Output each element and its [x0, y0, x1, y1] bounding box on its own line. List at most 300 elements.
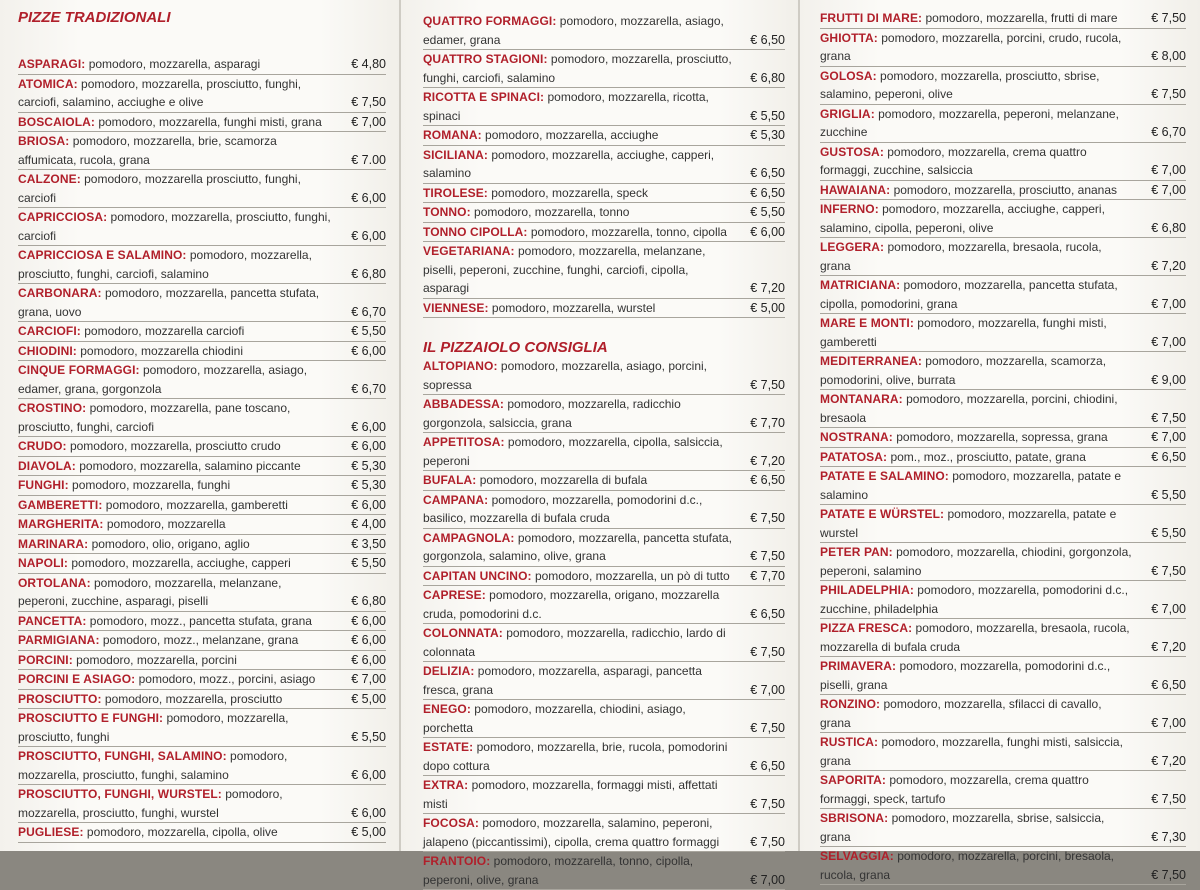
menu-item-price: € 7,20: [750, 453, 785, 468]
menu-item-name: GOLOSA:: [820, 68, 877, 83]
menu-item: [18, 342, 386, 362]
menu-item-ingredients: pomodoro, mozzarella, prosciutto, funghi, wurstel: [18, 787, 283, 820]
menu-item-ingredients: pomodoro, mozzarella chiodini: [76, 343, 243, 358]
menu-item-name: DELIZIA:: [423, 664, 475, 678]
menu-item-price: € 6,50: [750, 758, 785, 773]
menu-item-price: € 6,50: [750, 606, 785, 621]
menu-item-ingredients: pomodoro, mozzarella, chiodini, gorgonzola, peperoni, salamino: [820, 545, 1132, 578]
menu-item-list: [820, 9, 1190, 885]
menu-item-price: € 7,00: [1151, 430, 1186, 444]
menu-item: [820, 809, 1186, 847]
menu-item: [820, 67, 1186, 105]
menu-item: [18, 709, 386, 747]
menu-item-ingredients: pomodoro, mozzarella, funghi misti, grana: [95, 114, 322, 129]
menu-item-price: € 7,50: [750, 549, 785, 563]
menu-item-price: € 6,00: [351, 190, 386, 205]
menu-item-price: € 6,50: [750, 32, 785, 47]
menu-item-price: € 5,00: [351, 691, 386, 706]
menu-item-ingredients: pomodoro, mozzarella, prosciutto, funghi, carciofi, salamino, acciughe e olive: [18, 76, 302, 109]
menu-item-ingredients: pomodoro, mozzarella, funghi misti, salsiccia, grana: [820, 735, 1123, 768]
menu-item-price: € 6,80: [1151, 220, 1186, 235]
menu-item-ingredients: pomodoro, olio, origano, aglio: [88, 536, 250, 551]
menu-item: [423, 776, 785, 814]
menu-item: [820, 847, 1186, 885]
menu-item-name: CHIODINI:: [18, 343, 77, 358]
menu-item-name: MONTANARA:: [820, 392, 903, 406]
menu-item-price: € 7,50: [750, 720, 785, 735]
menu-item-ingredients: pomodoro, mozzarella, asparagi: [85, 57, 261, 71]
menu-item-price: € 7,50: [750, 796, 785, 811]
menu-item-price: € 5,50: [1151, 525, 1186, 540]
menu-item-price: € 7,70: [750, 415, 785, 430]
menu-item-ingredients: pomodoro, mozzarella, sfilacci di cavallo, grana: [820, 697, 1102, 730]
menu-item-price: € 6,00: [750, 224, 785, 239]
menu-item-price: € 6,00: [351, 613, 386, 628]
menu-item-ingredients: pomodoro, mozzarella, radicchio gorgonzola, salsiccia, grana: [423, 397, 681, 430]
menu-item-ingredients: pomodoro, mozzarella, prosciutto, ananas: [890, 182, 1118, 197]
menu-item-ingredients: pomodoro, mozzarella, origano, mozzarella cruda, pomodorini d.c.: [423, 588, 720, 621]
menu-item-price: € 7,70: [750, 568, 785, 583]
menu-item: [423, 146, 785, 184]
menu-item: [820, 181, 1186, 201]
menu-item-name: PARMIGIANA:: [18, 633, 100, 647]
menu-item-ingredients: pomodoro, mozzarella, sbrise, salsiccia, grana: [820, 811, 1105, 844]
menu-item-name: RONZINO:: [820, 697, 881, 711]
menu-item: [18, 690, 386, 710]
menu-item-name: ABBADESSA:: [423, 397, 505, 411]
menu-item-price: € 5,50: [1151, 487, 1186, 502]
menu-item-name: MARE E MONTI:: [820, 316, 914, 330]
menu-item-name: CAPRICCIOSA:: [18, 210, 108, 224]
menu-item: [423, 586, 785, 624]
menu-item: [18, 113, 386, 133]
menu-item-name: CARCIOFI:: [18, 324, 81, 338]
menu-item-price: € 7,50: [1151, 11, 1186, 25]
menu-item: [820, 448, 1186, 468]
menu-item-ingredients: pomodoro, mozzarella, asiago, edamer, grana, gorgonzola: [18, 363, 308, 396]
menu-item: [423, 814, 785, 852]
menu-item-name: CAPRESE:: [423, 588, 486, 602]
menu-item-ingredients: pomodoro, mozzarella, acciughe, capperi, salamino, cipolla, peperoni, olive: [820, 202, 1105, 235]
menu-item-name: CINQUE FORMAGGI:: [18, 363, 140, 377]
menu-item-price: € 5,00: [750, 300, 785, 315]
menu-item-ingredients: pomodoro, mozzarella, pomodorini d.c., piselli, grana: [820, 659, 1111, 692]
menu-item-price: € 7.00: [351, 152, 386, 167]
menu-item-name: ESTATE:: [423, 740, 474, 754]
menu-item-name: SBRISONA:: [820, 811, 889, 825]
menu-item: [820, 200, 1186, 238]
menu-item-price: € 6,00: [351, 767, 386, 782]
menu-item: [18, 457, 386, 477]
menu-item-price: € 7,00: [1151, 715, 1186, 730]
menu-item-name: HAWAIANA:: [820, 182, 891, 197]
menu-item-ingredients: pomodoro, mozzarella, prosciutto, funghi, carciofi, salamino: [423, 52, 732, 85]
menu-item: [423, 529, 785, 567]
menu-item: [18, 631, 386, 651]
menu-item-price: € 3,50: [351, 536, 386, 551]
menu-item-list: [423, 12, 789, 318]
menu-item-name: FRANTOIO:: [423, 854, 491, 868]
menu-item-ingredients: pomodoro, mozzarella, prosciutto, funghi, carciofi: [18, 210, 331, 243]
menu-item-name: PORCINI:: [18, 652, 73, 667]
menu-item-ingredients: pomodoro, mozzarella, funghi: [68, 478, 231, 492]
menu-item-name: CRUDO:: [18, 439, 67, 453]
menu-item-price: € 5,30: [750, 128, 785, 142]
menu-item-name: GUSTOSA:: [820, 144, 884, 159]
menu-item-price: € 6,00: [351, 805, 386, 820]
section-title-pizzaiolo-consiglia: IL PIZZAIOLO CONSIGLIA: [423, 339, 608, 356]
menu-item-ingredients: pomodoro, mozzarella, gamberetti: [102, 497, 288, 512]
menu-item-name: CROSTINO:: [18, 401, 87, 415]
menu-item-price: € 6,00: [351, 633, 386, 647]
menu-item-name: GRIGLIA:: [820, 106, 875, 121]
menu-item-ingredients: pomodoro, mozzarella di bufala: [476, 473, 648, 487]
menu-item: [820, 352, 1186, 390]
menu-item-name: PROSCIUTTO, FUNGHI, SALAMINO:: [18, 749, 227, 763]
menu-item-ingredients: pomodoro, mozzarella, melanzane, piselli, peperoni, zucchine, funghi, carciofi, cipolla, asparagi: [423, 244, 706, 295]
menu-item-name: PRIMAVERA:: [820, 659, 897, 673]
menu-item-ingredients: pomodoro, mozzarella, porcini, crudo, rucola, grana: [820, 30, 1122, 63]
menu-item-name: VEGETARIANA:: [423, 244, 515, 258]
menu-item: [423, 184, 785, 204]
menu-item-ingredients: pomodoro, mozzarella, cipolla, salsiccia, peperoni: [423, 435, 723, 468]
menu-item: [820, 314, 1186, 352]
menu-item-price: € 7,50: [1151, 87, 1186, 101]
menu-item-ingredients: pomodoro, mozzarella, melanzane, peperoni, zucchine, asparagi, piselli: [18, 575, 282, 608]
menu-item: [18, 170, 386, 208]
menu-item-name: PUGLIESE:: [18, 825, 84, 839]
menu-item-name: PHILADELPHIA:: [820, 583, 914, 597]
menu-item-price: € 7,50: [750, 511, 785, 525]
menu-item-name: PORCINI E ASIAGO:: [18, 672, 136, 686]
menu-item-price: € 7,20: [750, 281, 785, 295]
menu-item-ingredients: pomodoro, mozzarella, prosciutto: [101, 691, 283, 706]
menu-item: [423, 126, 785, 146]
menu-item: [820, 29, 1186, 67]
menu-item-name: NAPOLI:: [18, 556, 69, 570]
menu-item-price: € 7,20: [1151, 639, 1186, 654]
menu-item: [18, 284, 386, 322]
menu-item-price: € 7,00: [351, 114, 386, 129]
menu-item: [18, 437, 386, 457]
menu-item-ingredients: pomodoro, mozzarella, crema quattro formaggi, speck, tartufo: [820, 773, 1089, 806]
menu-item-price: € 8,00: [1151, 49, 1186, 63]
menu-item: [423, 242, 785, 299]
menu-item-name: SAPORITA:: [820, 773, 887, 787]
menu-item: [423, 624, 785, 662]
menu-item-ingredients: pomodoro, mozz., porcini, asiago: [135, 672, 316, 686]
menu-item-price: € 6,70: [351, 304, 386, 319]
menu-item-name: MARGHERITA:: [18, 517, 104, 531]
menu-item-price: € 6,50: [1151, 449, 1186, 464]
menu-item-ingredients: pomodoro, mozzarella, bresaola, rucola, grana: [820, 240, 1102, 273]
menu-item-ingredients: pomodoro, mozzarella, speck: [487, 185, 648, 200]
menu-item-price: € 4,80: [351, 57, 386, 71]
menu-item: [820, 581, 1186, 619]
menu-item-name: CALZONE:: [18, 172, 81, 186]
menu-item-price: € 7,50: [750, 377, 785, 392]
menu-item-name: BUFALA:: [423, 473, 477, 487]
menu-item-price: € 7,20: [1151, 753, 1186, 768]
menu-item-list: [423, 357, 789, 890]
menu-item-price: € 5,30: [351, 478, 386, 492]
menu-item-price: € 6,50: [750, 185, 785, 200]
menu-item-ingredients: pomodoro, mozzarella, un pò di tutto: [531, 568, 730, 583]
menu-item-ingredients: pomodoro, mozzarella, prosciutto, sbrise, salamino, peperoni, olive: [820, 68, 1100, 101]
menu-item: [820, 657, 1186, 695]
menu-item: [18, 554, 386, 574]
menu-item-ingredients: pomodoro, mozzarella, salamino, peperoni, jalapeno (piccantissimi), cipolla, crema quattro formaggi: [423, 816, 720, 849]
menu-item: [423, 491, 785, 529]
menu-item-price: € 7,20: [1151, 258, 1186, 273]
menu-item-name: TONNO:: [423, 205, 471, 219]
menu-item-ingredients: pomodoro, mozzarella, pancetta stufata, gorgonzola, salamino, olive, grana: [423, 530, 732, 563]
menu-item: [18, 361, 386, 399]
menu-item-name: PIZZA FRESCA:: [820, 621, 913, 635]
menu-item-price: € 7,00: [750, 872, 785, 887]
menu-item-ingredients: pomodoro, mozzarella, acciughe, capperi: [68, 556, 291, 570]
menu-item-name: FUNGHI:: [18, 478, 69, 492]
menu-item-ingredients: pomodoro, mozzarella, pomodorini d.c., zucchine, philadelphia: [820, 583, 1129, 616]
menu-item: [423, 852, 785, 890]
menu-item: [423, 567, 785, 587]
menu-item: [423, 299, 785, 319]
menu-item: [423, 433, 785, 471]
menu-item-ingredients: pomodoro, mozzarella, pancetta stufata, grana, uovo: [18, 286, 320, 319]
menu-item-ingredients: pomodoro, mozzarella: [103, 517, 226, 531]
menu-item-name: SELVAGGIA:: [820, 849, 894, 863]
menu-item-price: € 7,00: [1151, 163, 1186, 177]
menu-item-name: QUATTRO FORMAGGI:: [423, 14, 557, 28]
menu-item-name: QUATTRO STAGIONI:: [423, 52, 548, 66]
menu-item-price: € 6,70: [351, 381, 386, 396]
menu-item-price: € 6,00: [351, 497, 386, 512]
menu-item: [423, 223, 785, 243]
menu-item: [18, 612, 386, 632]
menu-item: [820, 771, 1186, 809]
menu-item-name: SICILIANA:: [423, 147, 488, 162]
menu-item: [423, 738, 785, 776]
menu-item-price: € 7,50: [750, 644, 785, 659]
menu-item-price: € 7,00: [1151, 601, 1186, 616]
menu-item-ingredients: pomodoro, mozzarella, salamino piccante: [75, 458, 301, 473]
menu-item: [820, 238, 1186, 276]
menu-item-ingredients: pomodoro, mozzarella, funghi misti, gamberetti: [820, 316, 1107, 349]
menu-item-name: CAMPANA:: [423, 492, 489, 507]
menu-item-name: TIROLESE:: [423, 185, 488, 200]
menu-item-name: PATATE E SALAMINO:: [820, 469, 949, 483]
menu-item-name: VIENNESE:: [423, 300, 489, 315]
menu-item: [18, 785, 386, 823]
menu-item-name: RICOTTA E SPINACI:: [423, 90, 545, 104]
menu-item: [18, 747, 386, 785]
menu-item-price: € 5,50: [750, 205, 785, 219]
menu-item-name: TONNO CIPOLLA:: [423, 224, 528, 239]
menu-item-name: PATATE E WÜRSTEL:: [820, 507, 945, 521]
menu-item-name: ATOMICA:: [18, 76, 78, 91]
menu-item: [18, 476, 386, 496]
menu-item-name: PETER PAN:: [820, 545, 893, 559]
menu-item-ingredients: pomodoro, mozzarella, crema quattro formaggi, zucchine, salsiccia: [820, 144, 1087, 177]
section-title-tradizionali: PIZZE TRADIZIONALI: [18, 9, 171, 26]
menu-item: [18, 651, 386, 671]
menu-item-price: € 5,50: [351, 729, 386, 744]
menu-item: [820, 543, 1186, 581]
menu-item: [820, 143, 1186, 181]
menu-item-price: € 6,50: [750, 473, 785, 487]
menu-item-price: € 7,00: [1151, 334, 1186, 349]
menu-item-ingredients: pomodoro, mozzarella, porcini, bresaola, rucola, grana: [820, 849, 1114, 882]
menu-item-price: € 7,50: [1151, 867, 1186, 882]
menu-item: [820, 695, 1186, 733]
menu-item-name: PATATOSA:: [820, 449, 888, 464]
menu-item-name: CAMPAGNOLA:: [423, 530, 515, 545]
menu-item-name: CAPITAN UNCINO:: [423, 568, 532, 583]
menu-item-price: € 4,00: [351, 517, 386, 531]
menu-column-3: [800, 0, 1200, 882]
menu-item-price: € 6,80: [351, 266, 386, 281]
menu-column-1: [0, 0, 400, 851]
menu-item-name: ENEGO:: [423, 702, 471, 716]
menu-item-ingredients: pomodoro, mozzarella, chiodini, asiago, porchetta: [423, 702, 686, 735]
menu-item-ingredients: pomodoro, mozzarella, frutti di mare: [922, 11, 1118, 25]
menu-item: [18, 55, 386, 75]
menu-item-ingredients: pomodoro, mozzarella, asiago, edamer, grana: [423, 14, 724, 47]
menu-item-price: € 7,00: [1151, 182, 1186, 197]
menu-item-price: € 5,50: [351, 324, 386, 338]
menu-item-name: BOSCAIOLA:: [18, 114, 95, 129]
menu-item-ingredients: pomodoro, mozzarella, bresaola, rucola, mozzarella di bufala cruda: [820, 621, 1130, 654]
menu-item-name: ORTOLANA:: [18, 575, 91, 590]
menu-item-name: PROSCIUTTO, FUNGHI, WURSTEL:: [18, 787, 222, 801]
menu-item-ingredients: pomodoro, mozzarella, acciughe: [481, 128, 659, 142]
menu-item-ingredients: pomodoro, mozzarella, brie, scamorza affumicata, rucola, grana: [18, 134, 277, 167]
menu-column-2: [401, 0, 799, 887]
menu-item: [423, 357, 785, 395]
menu-item-ingredients: pomodoro, mozzarella, prosciutto, funghi: [18, 711, 289, 744]
menu-item: [820, 276, 1186, 314]
menu-item-ingredients: pomodoro, mozzarella, cipolla, olive: [83, 825, 278, 839]
menu-item: [18, 322, 386, 342]
menu-item-price: € 7,00: [1151, 296, 1186, 311]
menu-item-ingredients: pomodoro, mozzarella, scamorza, pomodorini, olive, burrata: [820, 354, 1107, 387]
menu-item-ingredients: pomodoro, mozzarella, pane toscano, prosciutto, funghi, carciofi: [18, 401, 291, 434]
menu-item-price: € 7,50: [351, 95, 386, 109]
menu-item-name: MEDITERRANEA:: [820, 354, 922, 368]
menu-item-ingredients: pomodoro, mozzarella, peperoni, melanzane, zucchine: [820, 106, 1119, 139]
menu-item-ingredients: pomodoro, mozzarella, prosciutto crudo: [66, 439, 281, 453]
menu-item-ingredients: pomodoro, mozzarella, tonno, cipolla: [527, 224, 727, 239]
menu-item: [423, 88, 785, 126]
menu-item-ingredients: pomodoro, mozzarella, pomodorini d.c., basilico, mozzarella di bufala cruda: [423, 492, 703, 525]
menu-item-price: € 6,50: [1151, 677, 1186, 692]
menu-item-price: € 6,80: [750, 70, 785, 85]
menu-item-price: € 7,50: [750, 834, 785, 849]
menu-item: [18, 823, 386, 843]
menu-item-ingredients: pomodoro, mozzarella, tonno: [470, 205, 630, 219]
menu-item-ingredients: pomodoro, mozzarella, ricotta, spinaci: [423, 90, 709, 123]
menu-item-price: € 6,00: [351, 652, 386, 667]
menu-item-price: € 7,00: [750, 682, 785, 697]
menu-item-ingredients: pomodoro, mozzarella, asiago, porcini, sopressa: [423, 359, 707, 392]
menu-item-price: € 7,50: [1151, 410, 1186, 425]
menu-item-price: € 7,30: [1151, 829, 1186, 844]
menu-item-list: [18, 55, 390, 843]
menu-item-ingredients: pomodoro, mozzarella, patate e wurstel: [820, 507, 1117, 540]
menu-item-ingredients: pomodoro, mozzarella, acciughe, capperi, salamino: [423, 147, 715, 180]
menu-item: [18, 496, 386, 516]
menu-item: [423, 12, 785, 50]
menu-item-ingredients: pomodoro, mozzarella, porcini: [72, 652, 237, 667]
menu-item-name: PROSCIUTTO:: [18, 691, 102, 706]
menu-item: [18, 515, 386, 535]
menu-item-price: € 5,30: [351, 458, 386, 473]
menu-item: [18, 670, 386, 690]
menu-item-price: € 5,50: [351, 556, 386, 570]
menu-item-name: GAMBERETTI:: [18, 497, 103, 512]
menu-item-ingredients: pomodoro, mozzarella, sopressa, grana: [892, 430, 1108, 444]
menu-item: [18, 132, 386, 170]
menu-item-name: NOSTRANA:: [820, 430, 893, 444]
menu-item-ingredients: pomodoro, mozzarella, prosciutto, funghi, carciofi, salamino: [18, 248, 312, 281]
menu-item-ingredients: pomodoro, mozzarella, formaggi misti, affettati misti: [423, 778, 718, 811]
menu-item-name: EXTRA:: [423, 778, 469, 792]
menu-item-name: GHIOTTA:: [820, 30, 878, 45]
menu-item: [820, 733, 1186, 771]
menu-item-ingredients: pomodoro, mozzarella prosciutto, funghi, carciofi: [18, 172, 301, 205]
menu-item-name: CAPRICCIOSA E SALAMINO:: [18, 248, 187, 262]
menu-item: [18, 75, 386, 113]
menu-item: [820, 505, 1186, 543]
menu-item: [18, 399, 386, 437]
menu-item-price: € 6,50: [750, 166, 785, 180]
menu-item: [820, 105, 1186, 143]
menu-item: [18, 574, 386, 612]
menu-item: [423, 203, 785, 223]
menu-item-price: € 5,50: [750, 108, 785, 123]
menu-item-price: € 7,50: [1151, 563, 1186, 578]
menu-item-price: € 6,80: [351, 594, 386, 608]
menu-item-price: € 6,00: [351, 439, 386, 453]
menu-item-name: CARBONARA:: [18, 286, 102, 300]
menu-item-price: € 9,00: [1151, 372, 1186, 387]
menu-item: [820, 619, 1186, 657]
menu-item: [820, 428, 1186, 448]
menu-item: [423, 395, 785, 433]
menu-item-name: LEGGERA:: [820, 240, 885, 254]
menu-item-ingredients: pomodoro, mozzarella, wurstel: [488, 300, 656, 315]
menu-item-ingredients: pomodoro, mozzarella, patate e salamino: [820, 469, 1122, 502]
menu-item: [423, 662, 785, 700]
menu-item-ingredients: pomodoro, mozz., pancetta stufata, grana: [86, 613, 312, 628]
menu-item: [820, 9, 1186, 29]
menu-item-name: PANCETTA:: [18, 613, 87, 628]
menu-item-name: BRIOSA:: [18, 134, 70, 148]
menu-item-name: MATRICIANA:: [820, 278, 901, 292]
menu-item-price: € 6,00: [351, 343, 386, 358]
menu-item-name: DIAVOLA:: [18, 458, 76, 473]
menu-item-ingredients: pomodoro, mozz., melanzane, grana: [99, 633, 299, 647]
menu-item-name: FOCOSA:: [423, 816, 480, 830]
menu-item-name: ALTOPIANO:: [423, 359, 498, 373]
menu-item-ingredients: pomodoro, mozzarella, tonno, cipolla, peperoni, olive, grana: [423, 854, 694, 887]
menu-item-ingredients: pomodoro, mozzarella, prosciutto, funghi, salamino: [18, 749, 288, 782]
menu-item-ingredients: pomodoro, mozzarella, pancetta stufata, cipolla, pomodorini, grana: [820, 278, 1118, 311]
menu-item: [18, 208, 386, 246]
menu-item-price: € 6,00: [351, 419, 386, 434]
menu-item-name: MARINARA:: [18, 536, 89, 551]
menu-item-ingredients: pomodoro, mozzarella, porcini, chiodini, bresaola: [820, 392, 1118, 425]
